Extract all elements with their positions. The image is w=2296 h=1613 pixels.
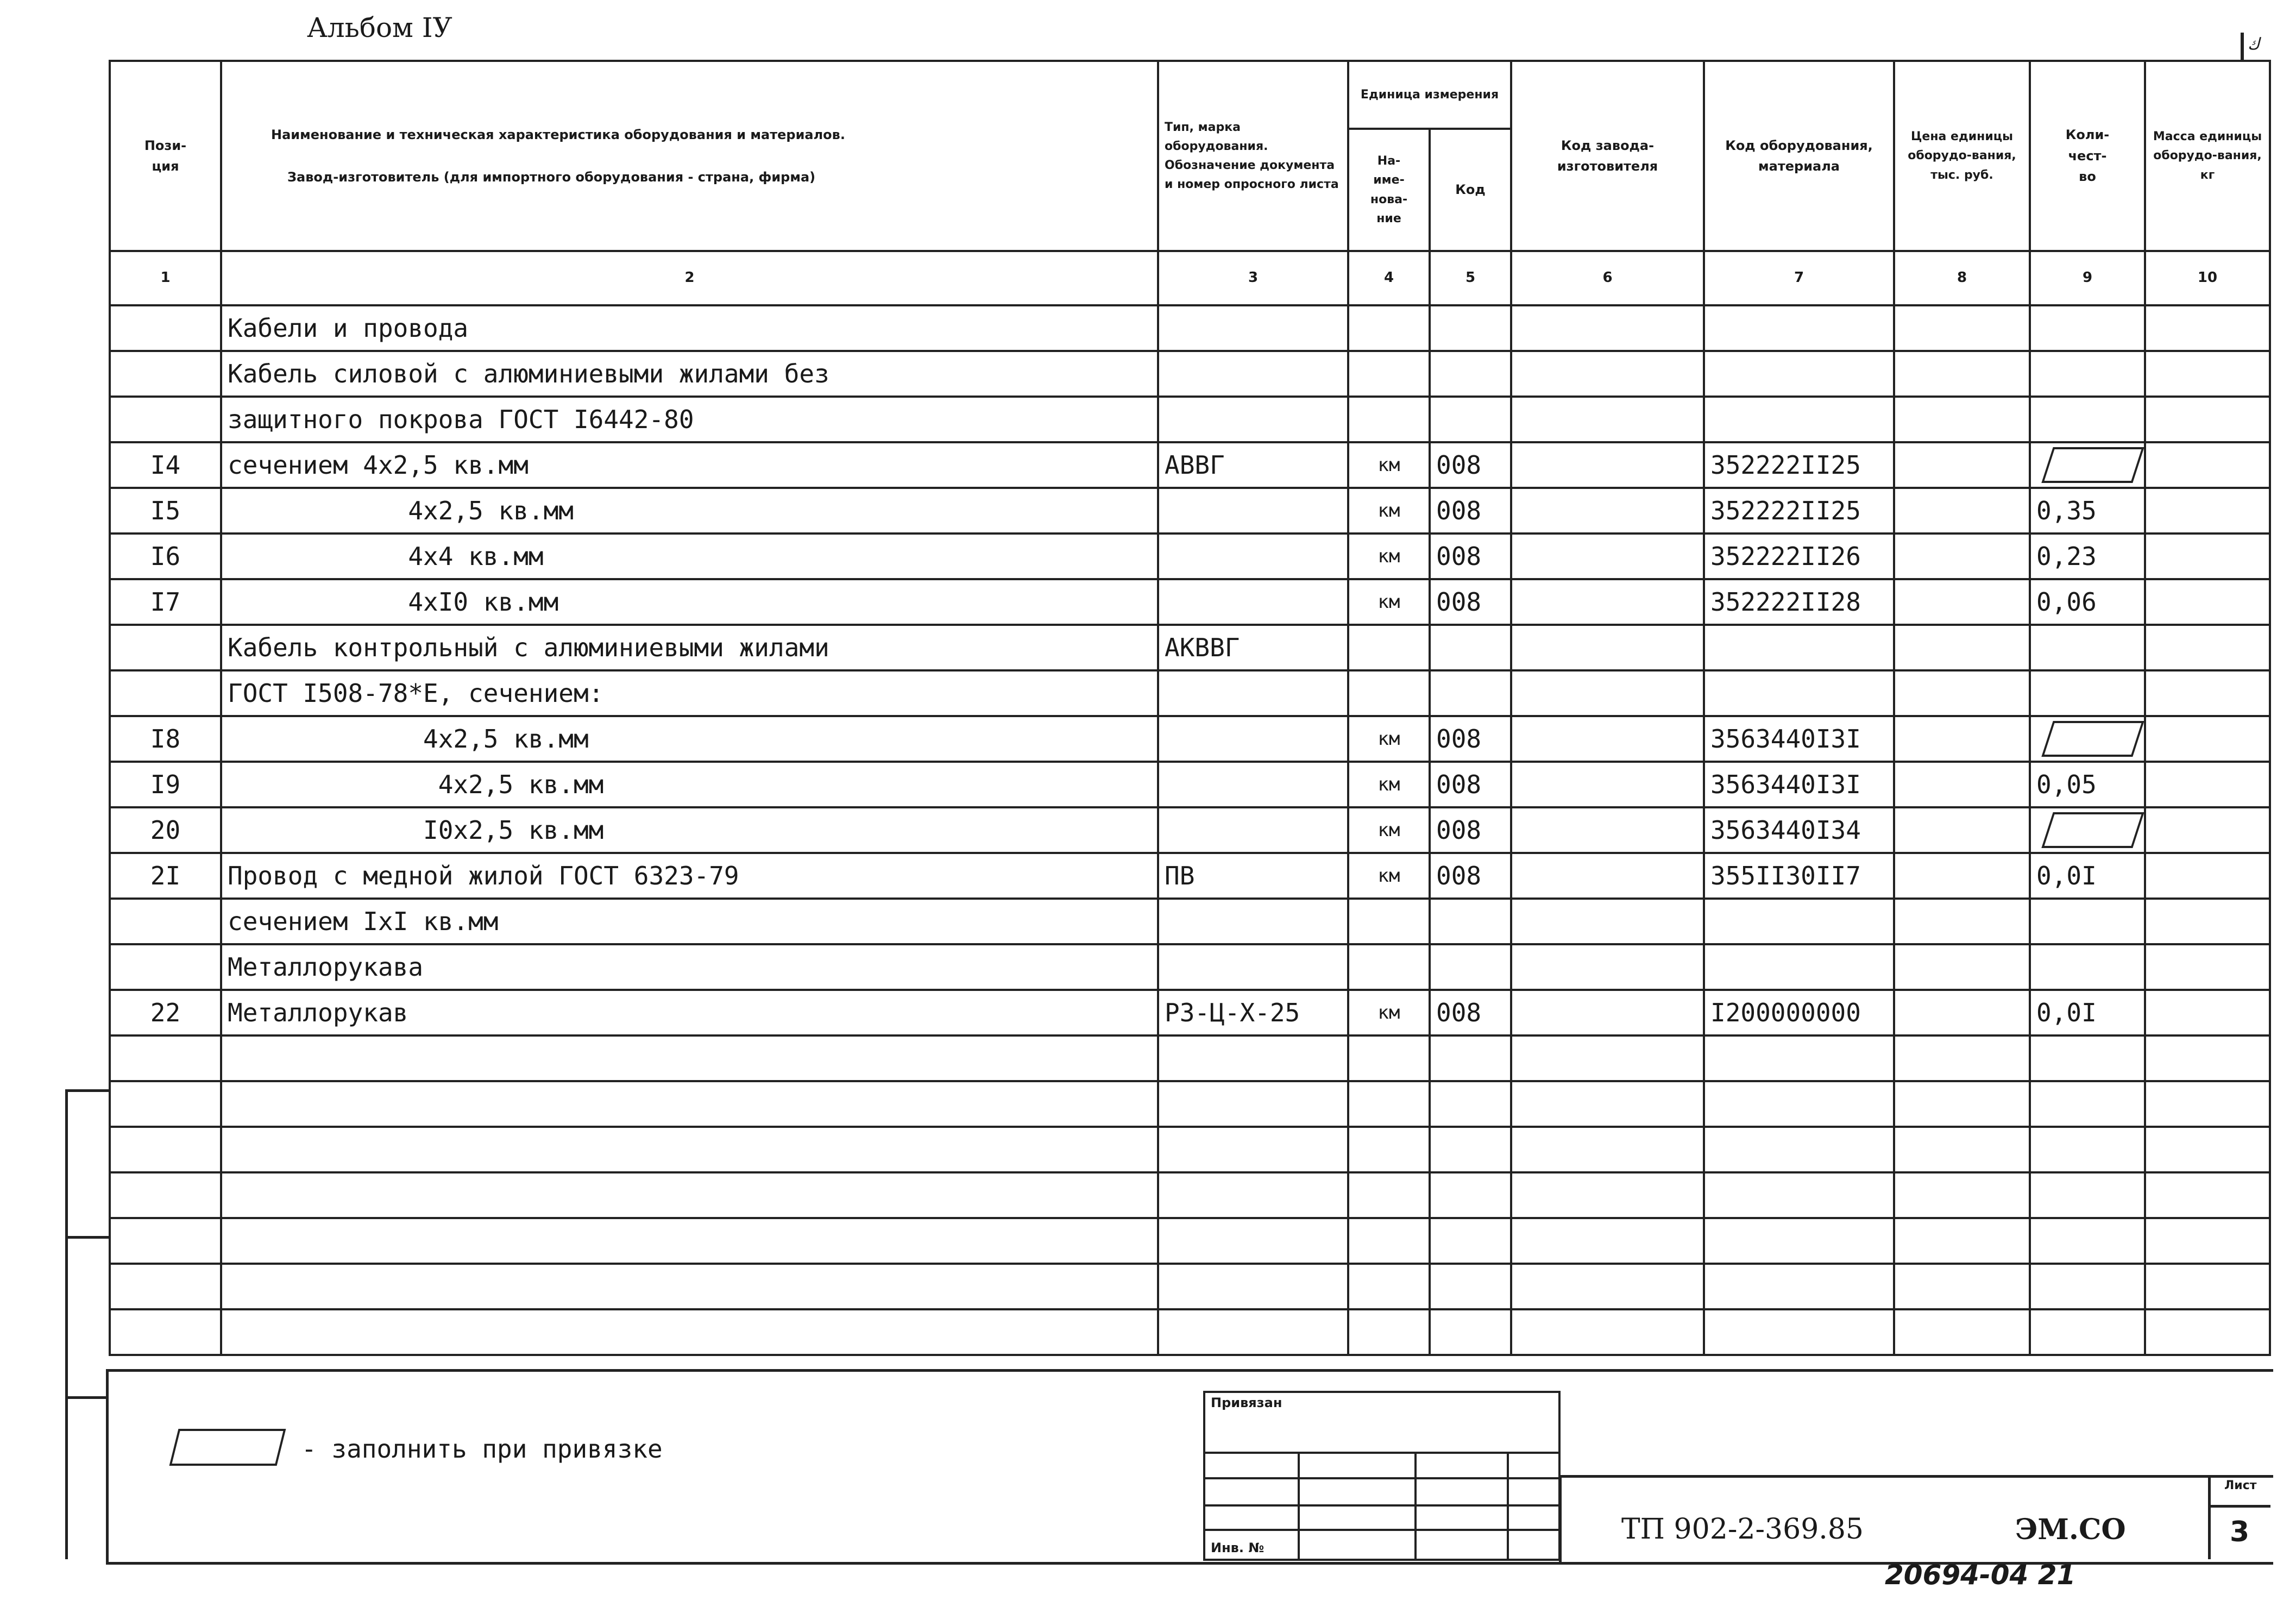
cell-unit: км	[1348, 716, 1430, 762]
empty-cell	[1511, 1309, 1704, 1355]
cell-type	[1158, 305, 1348, 351]
empty-cell	[2145, 1172, 2270, 1218]
header-type: Тип, марка оборудования. Обозначение документа и номер опросного листа	[1158, 61, 1348, 251]
cell-unit: км	[1348, 442, 1430, 488]
cell-type: АКВВГ	[1158, 625, 1348, 670]
empty-cell	[221, 1264, 1158, 1309]
empty-cell	[2030, 1035, 2145, 1081]
colnum-2: 2	[221, 251, 1158, 305]
cell-code: 008	[1430, 762, 1511, 807]
empty-row	[110, 1309, 2270, 1355]
cell-pos: 20	[110, 807, 221, 853]
legend-symbol	[169, 1429, 286, 1466]
cell-mcode: 352222II25	[1704, 488, 1894, 534]
cell-factory	[1511, 944, 1704, 990]
cell-factory	[1511, 579, 1704, 625]
cell-mass	[2145, 579, 2270, 625]
cell-pos	[110, 397, 221, 442]
table-row	[110, 351, 2270, 397]
empty-cell	[110, 1172, 221, 1218]
left-margin-frame	[65, 1089, 109, 1559]
empty-cell	[1430, 1218, 1511, 1264]
table-row	[110, 442, 2270, 488]
cell-code	[1430, 625, 1511, 670]
cell-unit	[1348, 351, 1430, 397]
cell-mass	[2145, 351, 2270, 397]
empty-row	[110, 1127, 2270, 1172]
colnum-8: 8	[1894, 251, 2030, 305]
cell-factory	[1511, 534, 1704, 579]
empty-cell	[1511, 1127, 1704, 1172]
cell-qty	[2030, 397, 2145, 442]
header-unit-code: Код	[1430, 129, 1511, 251]
cell-pos: I5	[110, 488, 221, 534]
cell-name: I0х2,5 кв.мм	[221, 807, 1158, 853]
empty-cell	[1704, 1081, 1894, 1127]
cell-mcode: 352222II28	[1704, 579, 1894, 625]
legend-text: - заполнить при привязке	[301, 1434, 663, 1464]
empty-cell	[2030, 1127, 2145, 1172]
table-row	[110, 807, 2270, 853]
cell-mcode: 3563440I3I	[1704, 762, 1894, 807]
cell-code: 008	[1430, 716, 1511, 762]
table-body	[110, 305, 2270, 1355]
fill-in-blank	[2041, 721, 2144, 757]
cell-type	[1158, 579, 1348, 625]
cell-qty: 0,05	[2030, 762, 2145, 807]
table-row	[110, 762, 2270, 807]
colnum-1: 1	[110, 251, 221, 305]
empty-cell	[221, 1172, 1158, 1218]
cell-unit: км	[1348, 488, 1430, 534]
cell-code: 008	[1430, 990, 1511, 1035]
cell-factory	[1511, 488, 1704, 534]
cell-mcode: 352222II26	[1704, 534, 1894, 579]
empty-cell	[2145, 1035, 2270, 1081]
cell-unit: км	[1348, 762, 1430, 807]
cell-name: Металлорукав	[221, 990, 1158, 1035]
cell-mcode: 355II30II7	[1704, 853, 1894, 899]
cell-code: 008	[1430, 853, 1511, 899]
cell-price	[1894, 853, 2030, 899]
cell-mass	[2145, 990, 2270, 1035]
cell-mass	[2145, 853, 2270, 899]
cell-name: Металлорукава	[221, 944, 1158, 990]
empty-cell	[2030, 1264, 2145, 1309]
cell-unit	[1348, 944, 1430, 990]
cell-name: Провод с медной жилой ГОСТ 6323-79	[221, 853, 1158, 899]
table-row	[110, 990, 2270, 1035]
cell-factory	[1511, 442, 1704, 488]
empty-cell	[2030, 1172, 2145, 1218]
document-mark: ЭМ.СО	[2015, 1513, 2126, 1546]
cell-mass	[2145, 670, 2270, 716]
cell-qty: 0,23	[2030, 534, 2145, 579]
colnum-6: 6	[1511, 251, 1704, 305]
empty-row	[110, 1035, 2270, 1081]
empty-cell	[221, 1309, 1158, 1355]
empty-cell	[1158, 1127, 1348, 1172]
cell-type	[1158, 534, 1348, 579]
empty-row	[110, 1081, 2270, 1127]
cell-qty	[2030, 351, 2145, 397]
cell-price	[1894, 716, 2030, 762]
cell-qty	[2030, 670, 2145, 716]
empty-cell	[1704, 1172, 1894, 1218]
colnum-9: 9	[2030, 251, 2145, 305]
cell-factory	[1511, 716, 1704, 762]
cell-price	[1894, 351, 2030, 397]
fill-in-blank	[2041, 812, 2144, 848]
cell-name: 4хI0 кв.мм	[221, 579, 1158, 625]
cell-factory	[1511, 351, 1704, 397]
cell-code	[1430, 351, 1511, 397]
cell-factory	[1511, 397, 1704, 442]
cell-price	[1894, 488, 2030, 534]
handwritten-number: 20694-04 21	[1885, 1559, 2076, 1591]
sheet-label: Лист	[2224, 1479, 2257, 1492]
album-title: Альбом IУ	[307, 12, 452, 43]
cell-mass	[2145, 944, 2270, 990]
empty-cell	[1430, 1264, 1511, 1309]
empty-cell	[2145, 1264, 2270, 1309]
cell-price	[1894, 944, 2030, 990]
cell-unit: км	[1348, 853, 1430, 899]
empty-cell	[2145, 1309, 2270, 1355]
empty-cell	[1430, 1035, 1511, 1081]
cell-pos: I4	[110, 442, 221, 488]
cell-qty	[2030, 305, 2145, 351]
cell-pos	[110, 899, 221, 944]
empty-cell	[110, 1218, 221, 1264]
document-code: ТП 902-2-369.85	[1621, 1513, 1864, 1546]
cell-type	[1158, 762, 1348, 807]
cell-code: 008	[1430, 488, 1511, 534]
empty-cell	[1704, 1035, 1894, 1081]
empty-cell	[1894, 1309, 2030, 1355]
empty-cell	[110, 1081, 221, 1127]
cell-pos: I8	[110, 716, 221, 762]
cell-pos	[110, 670, 221, 716]
cell-qty: 0,0I	[2030, 990, 2145, 1035]
cell-factory	[1511, 670, 1704, 716]
cell-code: 008	[1430, 442, 1511, 488]
empty-cell	[221, 1081, 1158, 1127]
empty-cell	[1704, 1264, 1894, 1309]
cell-price	[1894, 670, 2030, 716]
empty-cell	[1348, 1309, 1430, 1355]
cell-qty	[2030, 899, 2145, 944]
table-row	[110, 716, 2270, 762]
header-unit-name: На- име- нова- ние	[1348, 129, 1430, 251]
cell-price	[1894, 442, 2030, 488]
empty-row	[110, 1264, 2270, 1309]
cell-qty	[2030, 716, 2145, 762]
cell-type	[1158, 351, 1348, 397]
empty-row	[110, 1172, 2270, 1218]
table-row	[110, 899, 2270, 944]
empty-cell	[1430, 1081, 1511, 1127]
empty-cell	[1511, 1081, 1704, 1127]
empty-cell	[2030, 1218, 2145, 1264]
empty-cell	[1348, 1127, 1430, 1172]
cell-qty: 0,06	[2030, 579, 2145, 625]
cell-unit: км	[1348, 579, 1430, 625]
empty-cell	[221, 1035, 1158, 1081]
cell-mass	[2145, 899, 2270, 944]
cell-factory	[1511, 990, 1704, 1035]
cell-unit	[1348, 670, 1430, 716]
cell-unit	[1348, 397, 1430, 442]
cell-type	[1158, 397, 1348, 442]
cell-factory	[1511, 853, 1704, 899]
empty-cell	[1158, 1218, 1348, 1264]
cell-qty	[2030, 625, 2145, 670]
empty-cell	[1158, 1309, 1348, 1355]
header-name-line1: Наименование и техническая характеристика оборудования и материалов.	[271, 127, 845, 142]
empty-cell	[1430, 1309, 1511, 1355]
empty-cell	[1894, 1127, 2030, 1172]
table-row	[110, 305, 2270, 351]
cell-price	[1894, 305, 2030, 351]
empty-cell	[1894, 1035, 2030, 1081]
cell-mcode	[1704, 625, 1894, 670]
binding-stamp	[1203, 1391, 1561, 1561]
cell-name: ГОСТ I508-78*Е, сечением:	[221, 670, 1158, 716]
empty-cell	[221, 1127, 1158, 1172]
empty-row	[110, 1218, 2270, 1264]
cell-type	[1158, 670, 1348, 716]
cell-mass	[2145, 807, 2270, 853]
cell-mass	[2145, 625, 2270, 670]
cell-code	[1430, 944, 1511, 990]
empty-cell	[1511, 1035, 1704, 1081]
cell-factory	[1511, 305, 1704, 351]
cell-code: 008	[1430, 579, 1511, 625]
cell-mass	[2145, 716, 2270, 762]
cell-mass	[2145, 397, 2270, 442]
cell-mass	[2145, 442, 2270, 488]
empty-cell	[1894, 1172, 2030, 1218]
empty-cell	[2030, 1309, 2145, 1355]
table-row	[110, 625, 2270, 670]
header-unit: Единица измерения	[1348, 61, 1511, 129]
empty-cell	[1511, 1264, 1704, 1309]
cell-mcode: 352222II25	[1704, 442, 1894, 488]
cell-qty	[2030, 944, 2145, 990]
empty-cell	[1158, 1035, 1348, 1081]
cell-type: ПВ	[1158, 853, 1348, 899]
cell-mcode	[1704, 944, 1894, 990]
cell-unit	[1348, 305, 1430, 351]
specification-table	[109, 60, 2271, 1356]
table-row	[110, 853, 2270, 899]
cell-code: 008	[1430, 534, 1511, 579]
cell-mcode	[1704, 351, 1894, 397]
empty-cell	[1348, 1172, 1430, 1218]
cell-name: 4х2,5 кв.мм	[221, 762, 1158, 807]
table-row	[110, 534, 2270, 579]
cell-mass	[2145, 762, 2270, 807]
cell-code	[1430, 305, 1511, 351]
table-row	[110, 579, 2270, 625]
cell-name: 4х4 кв.мм	[221, 534, 1158, 579]
cell-mcode	[1704, 305, 1894, 351]
empty-cell	[110, 1264, 221, 1309]
header-position: Пози- ция	[110, 61, 221, 251]
empty-cell	[1348, 1035, 1430, 1081]
colnum-5: 5	[1430, 251, 1511, 305]
empty-cell	[110, 1035, 221, 1081]
cell-pos	[110, 305, 221, 351]
table-row	[110, 944, 2270, 990]
stamp-label: Привязан	[1211, 1395, 1282, 1410]
cell-price	[1894, 807, 2030, 853]
cell-price	[1894, 579, 2030, 625]
cell-pos: I7	[110, 579, 221, 625]
cell-name: 4х2,5 кв.мм	[221, 488, 1158, 534]
colnum-3: 3	[1158, 251, 1348, 305]
cell-pos	[110, 944, 221, 990]
cell-mcode	[1704, 397, 1894, 442]
empty-cell	[1348, 1081, 1430, 1127]
cell-pos: 2I	[110, 853, 221, 899]
cell-mass	[2145, 534, 2270, 579]
cell-type	[1158, 488, 1348, 534]
empty-cell	[110, 1127, 221, 1172]
cell-mcode	[1704, 899, 1894, 944]
empty-cell	[1348, 1264, 1430, 1309]
header-price: Цена единицы оборудо-вания, тыс. руб.	[1894, 61, 2030, 251]
cell-type	[1158, 716, 1348, 762]
cell-type	[1158, 807, 1348, 853]
cell-unit: км	[1348, 534, 1430, 579]
cell-qty	[2030, 807, 2145, 853]
header-factory-code: Код завода-изготовителя	[1511, 61, 1704, 251]
cell-name: Кабель контрольный с алюминиевыми жилами	[221, 625, 1158, 670]
cell-factory	[1511, 762, 1704, 807]
empty-cell	[1511, 1172, 1704, 1218]
cell-pos: I9	[110, 762, 221, 807]
empty-cell	[1430, 1127, 1511, 1172]
empty-cell	[2145, 1127, 2270, 1172]
cell-name: сечением IхI кв.мм	[221, 899, 1158, 944]
cell-name: 4х2,5 кв.мм	[221, 716, 1158, 762]
empty-cell	[2145, 1081, 2270, 1127]
fill-in-blank	[2041, 447, 2144, 483]
cell-mcode: 3563440I3I	[1704, 716, 1894, 762]
cell-name: сечением 4х2,5 кв.мм	[221, 442, 1158, 488]
colnum-7: 7	[1704, 251, 1894, 305]
colnum-4: 4	[1348, 251, 1430, 305]
cell-pos: I6	[110, 534, 221, 579]
empty-cell	[221, 1218, 1158, 1264]
empty-cell	[1704, 1309, 1894, 1355]
header-quantity: Коли- чест- во	[2030, 61, 2145, 251]
cell-unit	[1348, 899, 1430, 944]
table-row	[110, 397, 2270, 442]
empty-cell	[1348, 1218, 1430, 1264]
cell-price	[1894, 762, 2030, 807]
cell-price	[1894, 899, 2030, 944]
empty-cell	[1894, 1081, 2030, 1127]
cell-mass	[2145, 305, 2270, 351]
header-name-line2: Завод-изготовитель (для импортного оборудования - страна, фирма)	[287, 170, 816, 185]
empty-cell	[110, 1309, 221, 1355]
stamp-inventory: Инв. №	[1211, 1540, 1265, 1555]
cell-price	[1894, 397, 2030, 442]
cell-unit: км	[1348, 807, 1430, 853]
cell-type: АВВГ	[1158, 442, 1348, 488]
header-name	[221, 61, 1158, 251]
corner-mark: ك	[2249, 35, 2259, 54]
cell-type	[1158, 899, 1348, 944]
header-mass: Масса единицы оборудо-вания, кг	[2145, 61, 2270, 251]
cell-code	[1430, 397, 1511, 442]
table-row	[110, 670, 2270, 716]
empty-cell	[2030, 1081, 2145, 1127]
header-material-code: Код оборудования, материала	[1704, 61, 1894, 251]
cell-type	[1158, 944, 1348, 990]
cell-unit: км	[1348, 990, 1430, 1035]
colnum-10: 10	[2145, 251, 2270, 305]
cell-pos	[110, 351, 221, 397]
cell-qty: 0,0I	[2030, 853, 2145, 899]
empty-cell	[2145, 1218, 2270, 1264]
empty-cell	[1894, 1218, 2030, 1264]
cell-mcode: 3563440I34	[1704, 807, 1894, 853]
cell-code	[1430, 670, 1511, 716]
cell-factory	[1511, 625, 1704, 670]
empty-cell	[1430, 1172, 1511, 1218]
cell-qty: 0,35	[2030, 488, 2145, 534]
cell-factory	[1511, 807, 1704, 853]
empty-cell	[1158, 1264, 1348, 1309]
table-row	[110, 488, 2270, 534]
cell-price	[1894, 625, 2030, 670]
cell-pos	[110, 625, 221, 670]
cell-code: 008	[1430, 807, 1511, 853]
cell-price	[1894, 534, 2030, 579]
cell-mcode	[1704, 670, 1894, 716]
empty-cell	[1158, 1172, 1348, 1218]
empty-cell	[1704, 1127, 1894, 1172]
cell-qty	[2030, 442, 2145, 488]
cell-factory	[1511, 899, 1704, 944]
cell-name: Кабели и провода	[221, 305, 1158, 351]
cell-pos: 22	[110, 990, 221, 1035]
cell-name: Кабель силовой с алюминиевыми жилами без	[221, 351, 1158, 397]
cell-unit	[1348, 625, 1430, 670]
cell-type: РЗ-Ц-Х-25	[1158, 990, 1348, 1035]
sheet-number: 3	[2230, 1516, 2250, 1548]
empty-cell	[1894, 1264, 2030, 1309]
cell-mcode: I200000000	[1704, 990, 1894, 1035]
cell-mass	[2145, 488, 2270, 534]
cell-name: защитного покрова ГОСТ I6442-80	[221, 397, 1158, 442]
empty-cell	[1158, 1081, 1348, 1127]
cell-code	[1430, 899, 1511, 944]
cell-price	[1894, 990, 2030, 1035]
empty-cell	[1511, 1218, 1704, 1264]
empty-cell	[1704, 1218, 1894, 1264]
